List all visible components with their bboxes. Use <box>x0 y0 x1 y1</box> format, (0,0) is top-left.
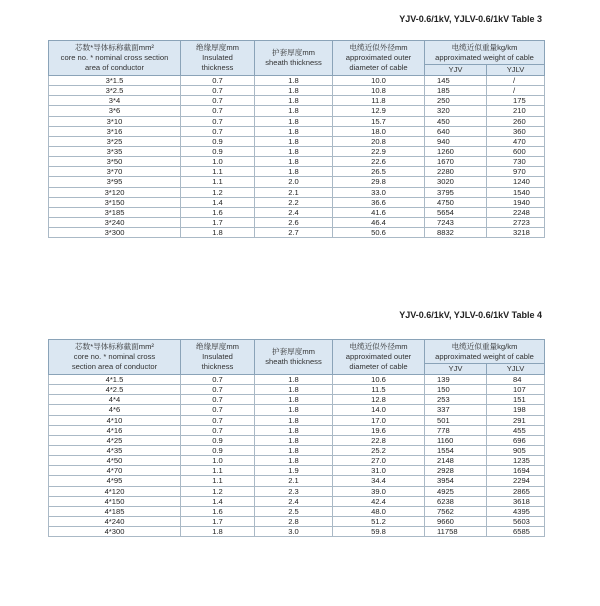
table-row <box>49 435 545 445</box>
cell-yjv: 150 <box>425 385 487 395</box>
table-row <box>49 395 545 405</box>
cell-yjlv: 3618 <box>487 496 545 506</box>
table-row <box>49 207 545 217</box>
cell-insulation: 1.1 <box>181 167 255 177</box>
table-row <box>49 228 545 238</box>
cell-core: 4*95 <box>49 476 181 486</box>
cell-insulation: 1.2 <box>181 187 255 197</box>
cell-yjlv: 2294 <box>487 476 545 486</box>
cell-outer-diameter: 50.6 <box>333 228 425 238</box>
cell-sheath: 1.8 <box>255 146 333 156</box>
header-weight: 电缆近似重量kg/km approximated weight of cable <box>425 340 545 364</box>
cell-insulation: 0.7 <box>181 425 255 435</box>
cell-core: 3*10 <box>49 116 181 126</box>
cell-core: 3*2.5 <box>49 86 181 96</box>
cell-core: 4*2.5 <box>49 385 181 395</box>
table-row <box>49 466 545 476</box>
table-row <box>49 167 545 177</box>
cell-core: 3*185 <box>49 207 181 217</box>
cell-yjlv: 905 <box>487 445 545 455</box>
cell-sheath: 2.7 <box>255 228 333 238</box>
cell-outer-diameter: 41.6 <box>333 207 425 217</box>
cell-sheath: 1.8 <box>255 375 333 385</box>
cell-insulation: 0.7 <box>181 415 255 425</box>
cell-insulation: 0.7 <box>181 106 255 116</box>
cell-yjlv: 1940 <box>487 197 545 207</box>
cell-outer-diameter: 59.8 <box>333 527 425 537</box>
cell-insulation: 0.9 <box>181 136 255 146</box>
cell-insulation: 1.6 <box>181 506 255 516</box>
cell-outer-diameter: 22.8 <box>333 435 425 445</box>
cell-yjv: 320 <box>425 106 487 116</box>
table-row <box>49 217 545 227</box>
cell-core: 3*70 <box>49 167 181 177</box>
table-row <box>49 486 545 496</box>
cell-outer-diameter: 33.0 <box>333 187 425 197</box>
cell-yjv: 139 <box>425 375 487 385</box>
cell-yjlv: 3218 <box>487 228 545 238</box>
cell-insulation: 0.7 <box>181 116 255 126</box>
header-core: 芯数*导体标称截面mm² core no. * nominal cross section area of conductor <box>49 41 181 76</box>
cell-yjv: 7562 <box>425 506 487 516</box>
cell-yjv: 3020 <box>425 177 487 187</box>
cell-yjlv: 1235 <box>487 456 545 466</box>
cell-outer-diameter: 36.6 <box>333 197 425 207</box>
cell-yjv: 501 <box>425 415 487 425</box>
cell-outer-diameter: 10.8 <box>333 86 425 96</box>
table-row <box>49 405 545 415</box>
table-row <box>49 456 545 466</box>
cell-outer-diameter: 48.0 <box>333 506 425 516</box>
table-row <box>49 177 545 187</box>
table-row <box>49 415 545 425</box>
cell-yjv: 250 <box>425 96 487 106</box>
cell-yjlv: 175 <box>487 96 545 106</box>
cell-yjv: 8832 <box>425 228 487 238</box>
cell-outer-diameter: 22.9 <box>333 146 425 156</box>
cell-yjv: 2280 <box>425 167 487 177</box>
cell-core: 4*120 <box>49 486 181 496</box>
cell-core: 4*10 <box>49 415 181 425</box>
cell-sheath: 2.6 <box>255 217 333 227</box>
header-yjv: YJV <box>425 364 487 375</box>
cell-core: 3*1.5 <box>49 76 181 86</box>
cell-outer-diameter: 12.8 <box>333 395 425 405</box>
cell-core: 4*1.5 <box>49 375 181 385</box>
table-row <box>49 506 545 516</box>
cell-yjlv: 730 <box>487 157 545 167</box>
cell-yjlv: 2723 <box>487 217 545 227</box>
cell-outer-diameter: 34.4 <box>333 476 425 486</box>
cell-yjlv: 198 <box>487 405 545 415</box>
cell-outer-diameter: 22.6 <box>333 157 425 167</box>
table-row <box>49 516 545 526</box>
cell-core: 3*300 <box>49 228 181 238</box>
table-row <box>49 126 545 136</box>
cell-yjlv: 107 <box>487 385 545 395</box>
cell-core: 4*4 <box>49 395 181 405</box>
cell-insulation: 1.8 <box>181 527 255 537</box>
cell-yjv: 1554 <box>425 445 487 455</box>
cell-sheath: 1.8 <box>255 395 333 405</box>
cell-outer-diameter: 15.7 <box>333 116 425 126</box>
cell-yjlv: 1694 <box>487 466 545 476</box>
cell-outer-diameter: 11.5 <box>333 385 425 395</box>
header-outer-diameter: 电缆近似外径mm approximated outer diameter of cable <box>333 41 425 76</box>
cell-insulation: 1.0 <box>181 456 255 466</box>
cell-insulation: 0.7 <box>181 375 255 385</box>
cell-outer-diameter: 25.2 <box>333 445 425 455</box>
cell-outer-diameter: 18.0 <box>333 126 425 136</box>
cell-sheath: 1.8 <box>255 425 333 435</box>
cell-sheath: 1.8 <box>255 167 333 177</box>
cell-core: 3*240 <box>49 217 181 227</box>
cell-core: 3*50 <box>49 157 181 167</box>
cell-yjv: 4925 <box>425 486 487 496</box>
cell-insulation: 1.1 <box>181 466 255 476</box>
cell-yjv: 1260 <box>425 146 487 156</box>
cell-yjv: 640 <box>425 126 487 136</box>
cell-yjlv: 260 <box>487 116 545 126</box>
cell-yjv: 1160 <box>425 435 487 445</box>
table-row <box>49 197 545 207</box>
cell-yjv: 3795 <box>425 187 487 197</box>
cell-insulation: 0.9 <box>181 146 255 156</box>
cell-yjlv: 470 <box>487 136 545 146</box>
header-yjlv: YJLV <box>487 65 545 76</box>
cell-sheath: 1.8 <box>255 76 333 86</box>
cell-yjlv: 5603 <box>487 516 545 526</box>
table-row <box>49 116 545 126</box>
table-row <box>49 476 545 486</box>
table-row <box>49 385 545 395</box>
cell-insulation: 1.1 <box>181 177 255 187</box>
cell-outer-diameter: 26.5 <box>333 167 425 177</box>
cell-yjv: 778 <box>425 425 487 435</box>
table-row <box>49 146 545 156</box>
cell-outer-diameter: 46.4 <box>333 217 425 227</box>
cell-core: 3*25 <box>49 136 181 146</box>
cell-yjlv: 1240 <box>487 177 545 187</box>
cell-yjv: 253 <box>425 395 487 405</box>
cell-outer-diameter: 10.0 <box>333 76 425 86</box>
cell-yjv: 5654 <box>425 207 487 217</box>
header-sheath: 护套厚度mm sheath thickness <box>255 340 333 375</box>
table-row <box>49 375 545 385</box>
header-insulation: 绝缘厚度mm Insulated thickness <box>181 340 255 375</box>
cell-yjlv: 291 <box>487 415 545 425</box>
cell-outer-diameter: 31.0 <box>333 466 425 476</box>
table-row <box>49 76 545 86</box>
cell-insulation: 1.1 <box>181 476 255 486</box>
cell-insulation: 0.7 <box>181 395 255 405</box>
table-row <box>49 425 545 435</box>
cell-sheath: 2.1 <box>255 476 333 486</box>
cell-sheath: 2.8 <box>255 516 333 526</box>
cell-sheath: 2.0 <box>255 177 333 187</box>
cell-insulation: 1.7 <box>181 217 255 227</box>
cell-core: 3*150 <box>49 197 181 207</box>
header-outer-diameter: 电缆近似外径mm approximated outer diameter of cable <box>333 340 425 375</box>
cell-sheath: 2.4 <box>255 207 333 217</box>
cell-sheath: 1.9 <box>255 466 333 476</box>
table-4-caption: YJV-0.6/1kV, YJLV-0.6/1kV Table 4 <box>399 310 542 320</box>
cell-core: 3*120 <box>49 187 181 197</box>
cell-sheath: 1.8 <box>255 126 333 136</box>
cell-insulation: 0.7 <box>181 86 255 96</box>
cell-yjv: 337 <box>425 405 487 415</box>
cell-sheath: 1.8 <box>255 435 333 445</box>
cell-insulation: 0.7 <box>181 385 255 395</box>
cell-yjlv: 210 <box>487 106 545 116</box>
cell-core: 3*16 <box>49 126 181 136</box>
cell-sheath: 1.8 <box>255 86 333 96</box>
cell-yjv: 6238 <box>425 496 487 506</box>
cell-sheath: 1.8 <box>255 96 333 106</box>
table-row <box>49 96 545 106</box>
cell-core: 4*185 <box>49 506 181 516</box>
cell-outer-diameter: 17.0 <box>333 415 425 425</box>
cell-core: 4*150 <box>49 496 181 506</box>
cell-yjlv: 4395 <box>487 506 545 516</box>
cell-outer-diameter: 10.6 <box>333 375 425 385</box>
cell-insulation: 1.0 <box>181 157 255 167</box>
cell-sheath: 2.3 <box>255 486 333 496</box>
cell-yjv: 2928 <box>425 466 487 476</box>
cell-insulation: 1.4 <box>181 496 255 506</box>
cell-sheath: 1.8 <box>255 157 333 167</box>
cell-outer-diameter: 39.0 <box>333 486 425 496</box>
cell-sheath: 1.8 <box>255 106 333 116</box>
cell-insulation: 0.7 <box>181 96 255 106</box>
cell-outer-diameter: 19.6 <box>333 425 425 435</box>
cell-yjlv: / <box>487 86 545 96</box>
table-4 <box>48 339 545 537</box>
cell-insulation: 0.9 <box>181 435 255 445</box>
header-yjv: YJV <box>425 65 487 76</box>
cell-outer-diameter: 29.8 <box>333 177 425 187</box>
table-row <box>49 527 545 537</box>
cell-sheath: 2.4 <box>255 496 333 506</box>
cell-yjlv: 6585 <box>487 527 545 537</box>
cell-yjlv: 455 <box>487 425 545 435</box>
cell-core: 4*35 <box>49 445 181 455</box>
cell-yjlv: / <box>487 76 545 86</box>
header-weight: 电缆近似重量kg/km approximated weight of cable <box>425 41 545 65</box>
cell-yjv: 185 <box>425 86 487 96</box>
cell-insulation: 0.9 <box>181 445 255 455</box>
cell-sheath: 1.8 <box>255 116 333 126</box>
cell-outer-diameter: 20.8 <box>333 136 425 146</box>
cell-yjlv: 600 <box>487 146 545 156</box>
table-4-body <box>49 375 545 537</box>
cell-outer-diameter: 11.8 <box>333 96 425 106</box>
cell-core: 4*6 <box>49 405 181 415</box>
cell-yjlv: 2248 <box>487 207 545 217</box>
header-sheath: 护套厚度mm sheath thickness <box>255 41 333 76</box>
table-row <box>49 157 545 167</box>
cell-yjv: 4750 <box>425 197 487 207</box>
cell-yjlv: 84 <box>487 375 545 385</box>
cell-outer-diameter: 51.2 <box>333 516 425 526</box>
cell-yjv: 145 <box>425 76 487 86</box>
cell-yjv: 11758 <box>425 527 487 537</box>
table-3-caption: YJV-0.6/1kV, YJLV-0.6/1kV Table 3 <box>399 14 542 24</box>
cell-yjv: 450 <box>425 116 487 126</box>
table-3 <box>48 40 545 238</box>
table-row <box>49 86 545 96</box>
cell-sheath: 1.8 <box>255 415 333 425</box>
cell-yjv: 1670 <box>425 157 487 167</box>
cell-core: 4*16 <box>49 425 181 435</box>
cell-insulation: 1.8 <box>181 228 255 238</box>
cell-outer-diameter: 42.4 <box>333 496 425 506</box>
cell-yjv: 3954 <box>425 476 487 486</box>
cell-sheath: 1.8 <box>255 456 333 466</box>
header-yjlv: YJLV <box>487 364 545 375</box>
cell-sheath: 2.1 <box>255 187 333 197</box>
cell-core: 4*240 <box>49 516 181 526</box>
cell-sheath: 1.8 <box>255 136 333 146</box>
table-3-body <box>49 76 545 238</box>
cell-sheath: 3.0 <box>255 527 333 537</box>
cell-sheath: 1.8 <box>255 385 333 395</box>
table-row <box>49 106 545 116</box>
cell-core: 3*6 <box>49 106 181 116</box>
cell-yjv: 2148 <box>425 456 487 466</box>
table-row <box>49 187 545 197</box>
cell-yjlv: 970 <box>487 167 545 177</box>
header-core: 芯数*导体标称截面mm² core no. * nominal cross section area of conductor <box>49 340 181 375</box>
cell-outer-diameter: 27.0 <box>333 456 425 466</box>
cell-core: 3*35 <box>49 146 181 156</box>
cell-yjlv: 696 <box>487 435 545 445</box>
cell-core: 3*95 <box>49 177 181 187</box>
cell-insulation: 1.6 <box>181 207 255 217</box>
cell-yjv: 940 <box>425 136 487 146</box>
cell-insulation: 0.7 <box>181 405 255 415</box>
cell-yjlv: 151 <box>487 395 545 405</box>
cell-core: 4*300 <box>49 527 181 537</box>
cell-insulation: 0.7 <box>181 76 255 86</box>
table-row <box>49 136 545 146</box>
cell-yjv: 9660 <box>425 516 487 526</box>
cell-core: 4*70 <box>49 466 181 476</box>
header-insulation: 绝缘厚度mm Insulated thickness <box>181 41 255 76</box>
cell-yjlv: 1540 <box>487 187 545 197</box>
cell-outer-diameter: 12.9 <box>333 106 425 116</box>
cell-sheath: 1.8 <box>255 405 333 415</box>
table-row <box>49 496 545 506</box>
cell-insulation: 1.4 <box>181 197 255 207</box>
cell-core: 4*25 <box>49 435 181 445</box>
cell-insulation: 1.2 <box>181 486 255 496</box>
cell-yjv: 7243 <box>425 217 487 227</box>
cell-insulation: 1.7 <box>181 516 255 526</box>
cell-insulation: 0.7 <box>181 126 255 136</box>
cell-outer-diameter: 14.0 <box>333 405 425 415</box>
cell-core: 4*50 <box>49 456 181 466</box>
cell-sheath: 2.5 <box>255 506 333 516</box>
cell-sheath: 2.2 <box>255 197 333 207</box>
cell-yjlv: 360 <box>487 126 545 136</box>
table-row <box>49 445 545 455</box>
cell-yjlv: 2865 <box>487 486 545 496</box>
cell-core: 3*4 <box>49 96 181 106</box>
cell-sheath: 1.8 <box>255 445 333 455</box>
